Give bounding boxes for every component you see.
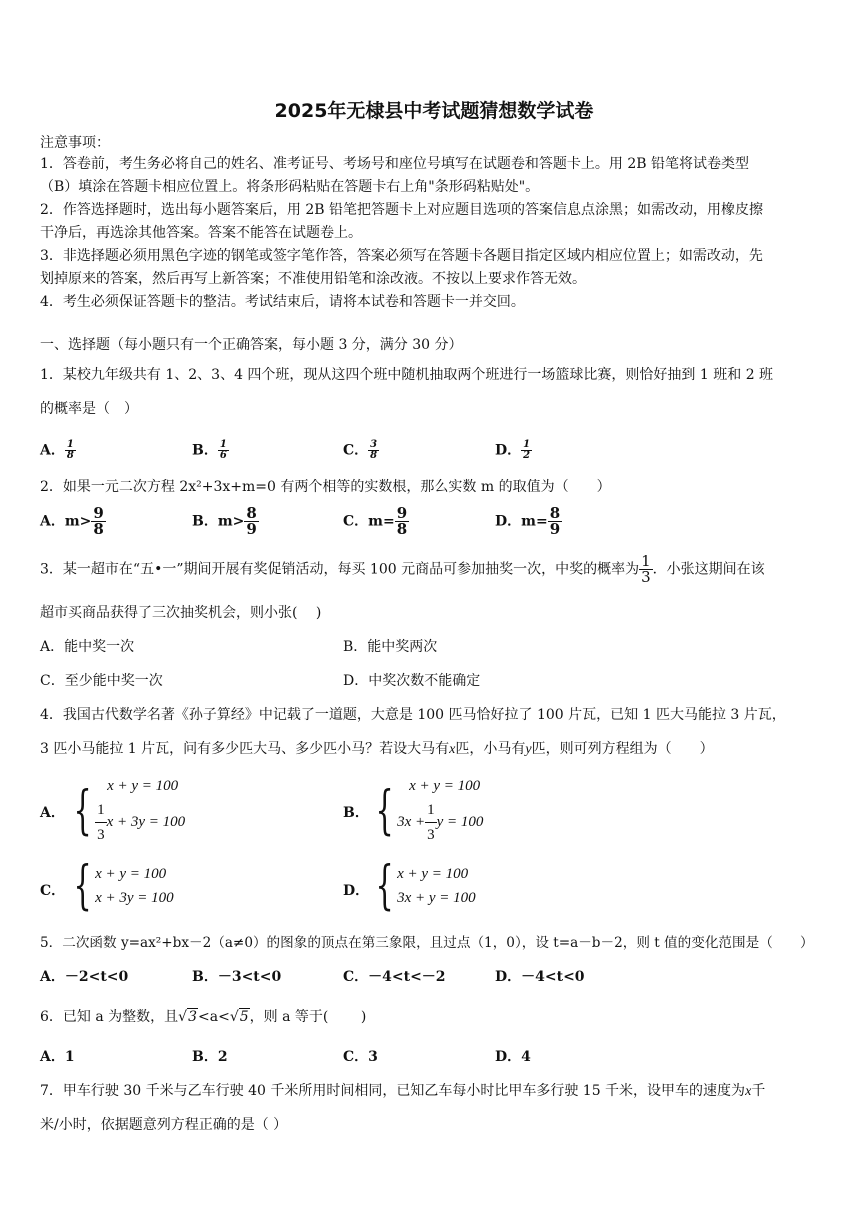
option-b-system[interactable]: { x + y = 100 3x + $\frac{1}{3}$ y = 100 (375, 778, 484, 843)
question-stem: 3．某一超市在“五•一”期间开展有奖促销活动，每买 100 元商品可参加抽奖一次，中奖的概率为 $\frac{1}{3}$ ．小张这期间在该 (40, 552, 765, 586)
option-d[interactable]: D．4 (495, 1049, 531, 1065)
option-b[interactable]: B．m> $\frac{8}{9}$ (192, 504, 257, 538)
option-a-label[interactable]: A． (40, 805, 65, 821)
option-b[interactable]: B．2 (192, 1049, 228, 1065)
question-stem: 6．已知 a 为整数，且√3<a<√5，则 a 等于( ) (40, 1009, 367, 1025)
option-d-label[interactable]: D． (343, 883, 370, 899)
option-d[interactable]: D．－4<t<0 (495, 969, 585, 985)
notice-line: 划掉原来的答案，然后再写上新答案；不准使用铅笔和涂改液。不按以上要求作答无效。 (40, 271, 586, 287)
option-c[interactable]: C．3 (343, 1049, 378, 1065)
question-stem: 的概率是（ ） (40, 401, 138, 417)
option-b-label[interactable]: B． (343, 805, 369, 821)
option-b[interactable]: B． $\frac{1}{6}$ (192, 439, 227, 461)
notice-line: 4．考生必须保证答题卡的整洁。考试结束后，请将本试卷和答题卡一并交回。 (40, 294, 525, 310)
option-c-label[interactable]: C． (40, 883, 66, 899)
option-c[interactable]: C．m= $\frac{9}{8}$ (343, 504, 408, 538)
notice-line: 1．答卷前，考生务必将自己的姓名、准考证号、考场号和座位号填写在试题卷和答题卡上。用 2B 铅笔将试卷类型 (40, 156, 749, 172)
page-title: 2025年无棣县中考试题猜想数学试卷 (274, 100, 594, 122)
option-c-system[interactable]: { x + y = 100 x + 3y = 100 (73, 856, 174, 916)
option-b[interactable]: B．能中奖两次 (343, 639, 438, 655)
option-d[interactable]: D．m= $\frac{8}{9}$ (495, 504, 561, 538)
question-stem: 2．如果一元二次方程 2x²+3x+m=0 有两个相等的实数根，那么实数 m 的取值为（ ） (40, 479, 611, 495)
notice-heading: 注意事项： (40, 135, 110, 151)
question-stem: 7．甲车行驶 30 千米与乙车行驶 40 千米所用时间相同，已知乙车每小时比甲车多行驶 15 千米，设甲车的速度为x千 (40, 1083, 766, 1099)
question-stem: 米/小时，依据题意列方程正确的是（ ） (40, 1117, 288, 1133)
option-d[interactable]: D．中奖次数不能确定 (343, 673, 481, 689)
notice-line: 3．非选择题必须用黑色字迹的钢笔或签字笔作答，答案必须写在答题卡各题目指定区域内相应位置上；如需改动，先 (40, 248, 763, 264)
option-d-system[interactable]: { x + y = 100 3x + y = 100 (375, 856, 476, 916)
notice-line: （B）填涂在答题卡相应位置上。将条形码粘贴在答题卡右上角"条形码粘贴处"。 (40, 179, 540, 195)
option-a[interactable]: A． $\frac{1}{8}$ (40, 439, 74, 461)
notice-line: 2．作答选择题时，选出每小题答案后，用 2B 铅笔把答题卡上对应题目选项的答案信息点涂黑；如需改动，用橡皮擦 (40, 202, 763, 218)
option-c[interactable]: C．至少能中奖一次 (40, 673, 163, 689)
notice-line: 干净后，再选涂其他答案。答案不能答在试题卷上。 (40, 225, 362, 241)
option-d[interactable]: D． $\frac{1}{2}$ (495, 439, 531, 461)
option-a[interactable]: A．1 (40, 1049, 75, 1065)
question-stem: 5．二次函数 y=ax²+bx－2（a≠0）的图象的顶点在第三象限，且过点（1，0），设 t=a－b－2，则 t 值的变化范围是（ ） (40, 935, 814, 951)
option-a[interactable]: A．m> $\frac{9}{8}$ (40, 504, 104, 538)
question-stem: 3 匹小马能拉 1 片瓦，问有多少匹大马、多少匹小马？若设大马有x匹，小马有y匹，则可列方程组为（ ） (40, 741, 714, 757)
question-stem: 4．我国古代数学名著《孙子算经》中记载了一道题，大意是 100 匹马恰好拉了 100 片瓦，已知 1 匹大马能拉 3 片瓦， (40, 707, 786, 723)
section-heading: 一、选择题（每小题只有一个正确答案，每小题 3 分，满分 30 分） (40, 337, 463, 353)
option-a-system[interactable]: { x + y = 100 $\frac{1}{3}$ x + 3y = 100 (73, 778, 186, 843)
option-a[interactable]: A．－2<t<0 (40, 969, 129, 985)
option-b[interactable]: B．－3<t<0 (192, 969, 282, 985)
option-c[interactable]: C． $\frac{3}{8}$ (343, 439, 378, 461)
question-stem: 超市买商品获得了三次抽奖机会，则小张( ) (40, 605, 322, 621)
question-stem: 1．某校九年级共有 1、2、3、4 四个班，现从这四个班中随机抽取两个班进行一场篮球比赛，则恰好抽到 1 班和 2 班 (40, 367, 774, 383)
option-c[interactable]: C．－4<t<－2 (343, 969, 446, 985)
option-a[interactable]: A．能中奖一次 (40, 639, 135, 655)
